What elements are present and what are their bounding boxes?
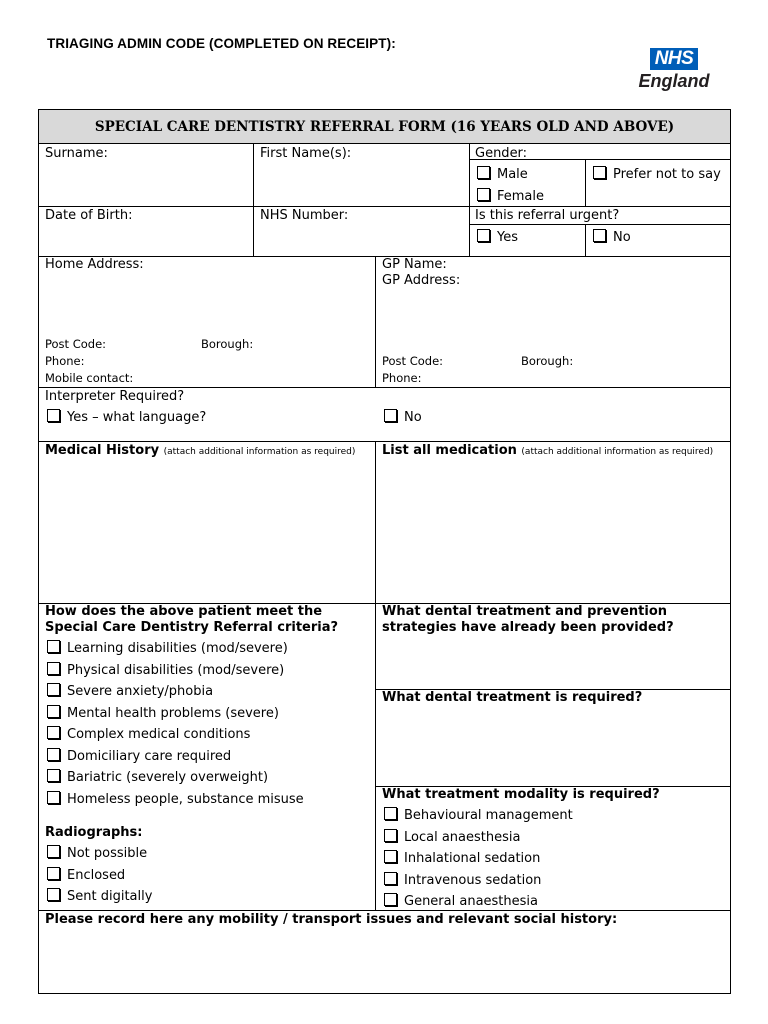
gender-female-option[interactable]: Female <box>477 188 544 204</box>
checkbox-icon[interactable] <box>47 726 60 739</box>
criteria-option[interactable]: Physical disabilities (mod/severe) <box>47 662 284 678</box>
triaging-admin-code-label: TRIAGING ADMIN CODE (COMPLETED ON RECEIPT): <box>47 36 396 51</box>
checkbox-icon[interactable] <box>477 229 490 242</box>
modality-option[interactable]: Inhalational sedation <box>384 850 540 866</box>
divider <box>469 144 470 256</box>
checkbox-icon[interactable] <box>47 640 60 653</box>
radiograph-option[interactable]: Sent digitally <box>47 888 152 904</box>
divider <box>375 256 376 387</box>
radiograph-option[interactable]: Not possible <box>47 845 147 861</box>
criteria-option[interactable]: Mental health problems (severe) <box>47 705 279 721</box>
medication-note: (attach additional information as required) <box>521 447 714 457</box>
criteria-option[interactable]: Homeless people, substance misuse <box>47 791 304 807</box>
gender-prefer-not-option[interactable]: Prefer not to say <box>593 166 721 182</box>
form-title-bar <box>39 110 730 144</box>
required-question: What dental treatment is required? <box>382 690 643 705</box>
divider <box>469 224 730 225</box>
phone-label: Phone: <box>45 354 85 368</box>
dob-label: Date of Birth: <box>45 208 133 223</box>
criteria-option[interactable]: Severe anxiety/phobia <box>47 683 213 699</box>
form-title: SPECIAL CARE DENTISTRY REFERRAL FORM (16 YEARS OLD AND ABOVE) <box>94 119 675 135</box>
interpreter-yes-option[interactable]: Yes – what language? <box>47 409 206 425</box>
mobile-contact-label: Mobile contact: <box>45 371 134 385</box>
first-names-label: First Name(s): <box>260 146 352 161</box>
divider <box>39 206 730 207</box>
divider <box>585 159 586 207</box>
checkbox-icon[interactable] <box>47 409 60 422</box>
checkbox-icon[interactable] <box>384 829 397 842</box>
checkbox-icon[interactable] <box>47 705 60 718</box>
modality-option[interactable]: Behavioural management <box>384 807 573 823</box>
gp-borough-label: Borough: <box>521 354 574 368</box>
criteria-question-line2: Special Care Dentistry Referral criteria? <box>45 620 339 635</box>
nhs-england-logo <box>636 48 712 92</box>
nhs-logo-england: England <box>638 71 710 91</box>
checkbox-icon[interactable] <box>47 662 60 675</box>
provided-question-line2: strategies have already been provided? <box>382 620 674 635</box>
modality-option[interactable]: General anaesthesia <box>384 893 538 909</box>
post-code-label: Post Code: <box>45 337 107 351</box>
medical-history-heading: Medical History (attach additional information as required) <box>45 443 356 458</box>
checkbox-icon[interactable] <box>384 850 397 863</box>
gp-address-label: GP Address: <box>382 273 461 288</box>
checkbox-icon[interactable] <box>477 188 490 201</box>
gp-phone-label: Phone: <box>382 371 422 385</box>
gp-name-label: GP Name: <box>382 257 447 272</box>
checkbox-icon[interactable] <box>47 867 60 880</box>
modality-option[interactable]: Local anaesthesia <box>384 829 520 845</box>
gender-label: Gender: <box>475 146 528 161</box>
checkbox-icon[interactable] <box>384 893 397 906</box>
provided-question-line1: What dental treatment and prevention <box>382 604 668 619</box>
divider <box>39 441 730 442</box>
checkbox-icon[interactable] <box>593 166 606 179</box>
criteria-option[interactable]: Bariatric (severely overweight) <box>47 769 268 785</box>
surname-label: Surname: <box>45 146 108 161</box>
urgent-label: Is this referral urgent? <box>475 208 620 223</box>
urgent-yes-option[interactable]: Yes <box>477 229 518 245</box>
divider <box>253 144 254 256</box>
checkbox-icon[interactable] <box>384 872 397 885</box>
urgent-no-option[interactable]: No <box>593 229 631 245</box>
criteria-option[interactable]: Learning disabilities (mod/severe) <box>47 640 288 656</box>
home-address-label: Home Address: <box>45 257 144 272</box>
radiographs-heading: Radiographs: <box>45 825 143 840</box>
nhs-number-label: NHS Number: <box>260 208 349 223</box>
checkbox-icon[interactable] <box>384 409 397 422</box>
checkbox-icon[interactable] <box>47 791 60 804</box>
divider <box>585 224 586 256</box>
medication-heading: List all medication (attach additional information as required) <box>382 443 714 458</box>
interpreter-label: Interpreter Required? <box>45 389 185 404</box>
interpreter-no-option[interactable]: No <box>384 409 422 425</box>
nhs-logo-box: NHS <box>650 48 699 70</box>
checkbox-icon[interactable] <box>47 888 60 901</box>
social-history-heading: Please record here any mobility / transport issues and relevant social history: <box>45 912 618 927</box>
modality-question: What treatment modality is required? <box>382 787 660 802</box>
checkbox-icon[interactable] <box>477 166 490 179</box>
criteria-option[interactable]: Domiciliary care required <box>47 748 231 764</box>
modality-option[interactable]: Intravenous sedation <box>384 872 541 888</box>
radiograph-option[interactable]: Enclosed <box>47 867 125 883</box>
divider <box>375 441 376 910</box>
checkbox-icon[interactable] <box>47 748 60 761</box>
gp-post-code-label: Post Code: <box>382 354 444 368</box>
checkbox-icon[interactable] <box>47 769 60 782</box>
checkbox-icon[interactable] <box>593 229 606 242</box>
criteria-option[interactable]: Complex medical conditions <box>47 726 250 742</box>
divider <box>39 387 730 388</box>
divider <box>39 910 730 911</box>
referral-form <box>38 109 731 994</box>
checkbox-icon[interactable] <box>47 683 60 696</box>
medical-history-note: (attach additional information as required) <box>163 447 356 457</box>
checkbox-icon[interactable] <box>47 845 60 858</box>
borough-label: Borough: <box>201 337 254 351</box>
checkbox-icon[interactable] <box>384 807 397 820</box>
gender-male-option[interactable]: Male <box>477 166 528 182</box>
criteria-question-line1: How does the above patient meet the <box>45 604 323 619</box>
